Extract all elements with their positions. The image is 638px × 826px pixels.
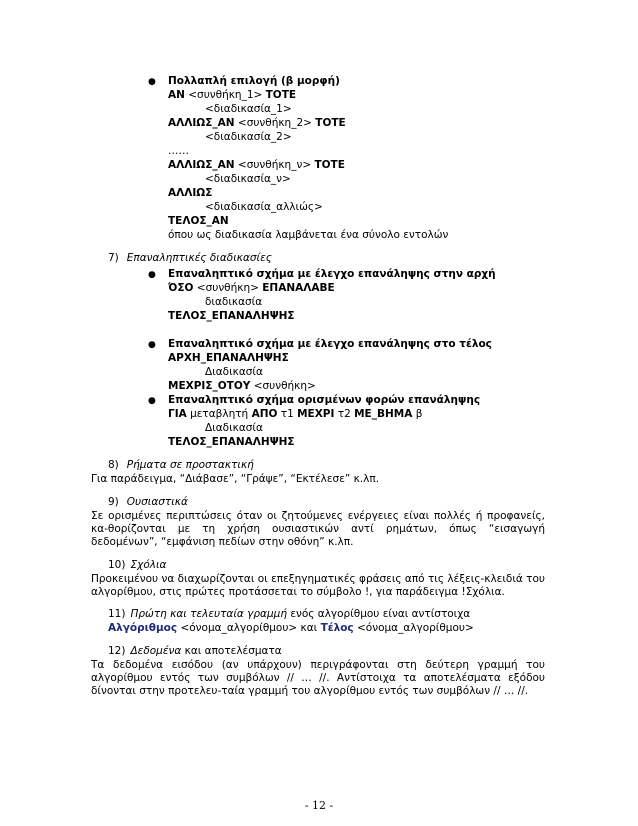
- page-number: - 12 -: [304, 799, 334, 812]
- section-12-heading: 12) Δεδομένα και αποτελέσματα: [108, 645, 282, 657]
- section-9-text: Σε ορισμένες περιπτώσεις όταν οι ζητούμενες ενέργειες είναι πολλές ή προφανείς, κα-θορίζονται με τη χρήση ουσιαστικών αντί ρημάτων, όπως “εισαγωγή δεδομένων”, “εμφάνιση πεδίων στην οθόνη” κ.λπ.: [91, 510, 545, 548]
- section-10-heading: 10) Σχόλια: [108, 559, 167, 571]
- multi-choice-heading: Πολλαπλή επιλογή (β μορφή): [168, 75, 340, 87]
- code-line: <διαδικασία_2>: [205, 131, 292, 143]
- bullet-icon: ●: [148, 340, 156, 350]
- code-line: ΑΝ <συνθήκη_1> ΤΟΤΕ: [168, 89, 297, 101]
- section-12-text: Τα δεδομένα εισόδου (αν υπάρχουν) περιγράφονται στη δεύτερη γραμμή του αλγορίθμου εντός των συμβόλων // … //. Αντίστοιχα τα αποτελέσματα εξόδου δίνονται στην προτελευ-ταία γραμμή του αλγορίθμου εντός των συμβόλων // … //.: [91, 659, 545, 697]
- code-line: ΓΙΑ μεταβλητή ΑΠΟ τ1 ΜΕΧΡΙ τ2 ΜΕ_ΒΗΜΑ β: [168, 408, 423, 420]
- code-line: διαδικασία: [205, 296, 263, 308]
- bullet-icon: ●: [148, 77, 156, 87]
- code-line: ΜΕΧΡΙΣ_ΟΤΟΥ <συνθήκη>: [168, 380, 316, 392]
- code-note: όπου ως διαδικασία λαμβάνεται ένα σύνολο εντολών: [168, 229, 449, 241]
- section-11-text: Αλγόριθμος <όνομα_αλγορίθμου> και Τέλος <όνομα_αλγορίθμου>: [108, 622, 474, 634]
- code-line: ……: [168, 145, 189, 157]
- code-line: Διαδικασία: [205, 422, 263, 434]
- code-line: ΤΕΛΟΣ_ΕΠΑΝΑΛΗΨΗΣ: [168, 310, 295, 322]
- section-9-heading: 9) Ουσιαστικά: [108, 496, 188, 508]
- code-line: <διαδικασία_1>: [205, 103, 292, 115]
- code-line: Διαδικασία: [205, 366, 263, 378]
- loop-heading: Επαναληπτικό σχήμα ορισμένων φορών επανάληψης: [168, 394, 481, 406]
- bullet-icon: ●: [148, 270, 156, 280]
- bullet-icon: ●: [148, 396, 156, 406]
- section-8-text: Για παράδειγμα, “Διάβασε”, “Γράψε”, “Εκτέλεσε” κ.λπ.: [91, 473, 380, 485]
- code-line: ΑΛΛΙΩΣ: [168, 187, 213, 199]
- code-line: ΑΛΛΙΩΣ_ΑΝ <συνθήκη_2> ΤΟΤΕ: [168, 117, 346, 129]
- section-10-text: Προκειμένου να διαχωρίζονται οι επεξηγηματικές φράσεις από τις λέξεις-κλειδιά του αλγορίθμου, στις πρώτες προτάσσεται το σύμβολο !, για παράδειγμα !Σχόλια.: [91, 573, 545, 598]
- code-line: ΤΕΛΟΣ_ΑΝ: [168, 215, 229, 227]
- section-8-heading: 8) Ρήματα σε προστακτική: [108, 459, 254, 471]
- code-line: ΑΛΛΙΩΣ_ΑΝ <συνθήκη_ν> ΤΟΤΕ: [168, 159, 345, 171]
- loop-heading: Επαναληπτικό σχήμα με έλεγχο επανάληψης στο τέλος: [168, 338, 492, 350]
- code-line: <διαδικασία_αλλιώς>: [205, 201, 323, 213]
- section-7-heading: 7) Επαναληπτικές διαδικασίες: [108, 252, 272, 264]
- code-line: <διαδικασία_ν>: [205, 173, 291, 185]
- code-line: ΌΣΟ <συνθήκη> ΕΠΑΝΑΛΑΒΕ: [168, 282, 335, 294]
- code-line: ΤΕΛΟΣ_ΕΠΑΝΑΛΗΨΗΣ: [168, 436, 295, 448]
- section-11-heading: 11) Πρώτη και τελευταία γραμμή ενός αλγορίθμου είναι αντίστοιχα: [108, 608, 471, 620]
- loop-heading: Επαναληπτικό σχήμα με έλεγχο επανάληψης στην αρχή: [168, 268, 496, 280]
- code-line: ΑΡΧΗ_ΕΠΑΝΑΛΗΨΗΣ: [168, 352, 289, 364]
